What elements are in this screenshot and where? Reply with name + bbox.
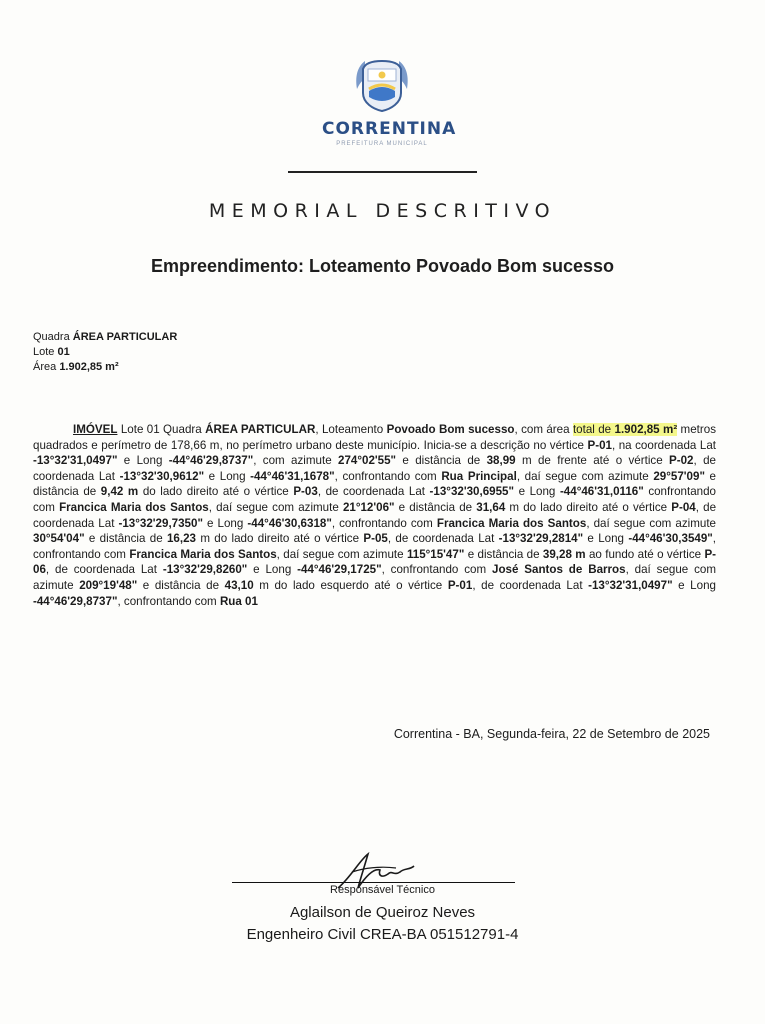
body-text-run: confrontando com [33,485,716,514]
logo-wordmark: CORRENTINA [322,119,457,139]
azimuth: 29°57'09" [653,469,705,483]
distance: 16,23 [166,532,196,546]
body-text-run: e Long [117,454,169,468]
body-text-run: , de coordenada Lat [472,578,589,592]
distance: 38,99 [486,454,516,468]
coordinate: -44°46'29,8737" [168,454,254,468]
distance: 43,10 [224,578,254,592]
signatory-name: Aglailson de Queiroz Neves [289,904,476,921]
coat-of-arms-icon [351,55,413,113]
coordinate: -44°46'29,1725" [297,563,382,577]
distance: 31,64 [476,500,506,514]
quadra-line [33,330,177,345]
quadra-label: Quadra [33,331,70,343]
confrontante: Rua Principal [441,469,517,483]
coordinate: -44°46'31,0116" [559,485,644,499]
body-text-run: , com área [514,423,573,436]
body-text-run: m do lado esquerdo até o vértice [253,578,448,592]
distance: 9,42 m [100,485,139,499]
body-text-run: , de coordenada Lat [33,500,717,530]
body-text-run: , daí segue com azimute [208,500,343,514]
coordinate: -44°46'30,6318" [247,516,332,530]
body-text-run: , daí segue com azimute [33,563,716,592]
highlighted-area-value: 1.902,85 m² [614,423,678,436]
vertex-label: P-06 [33,547,717,577]
body-text-run: m do lado direito até o vértice [196,532,364,546]
body-text-run: e distância de [137,578,225,592]
body-text-run: , de coordenada Lat [387,532,499,546]
body-text-run: e Long [202,516,248,530]
body-text-run: m do lado direito até o vértice [505,500,672,514]
distance: 39,28 m [542,547,586,561]
coordinate: -13°32'29,8260" [162,563,248,577]
body-text-run: , daí segue com azimute [586,516,717,530]
body-text-run: , de coordenada Lat [317,485,430,499]
body-text-run: do lado direito até o vértice [138,485,294,499]
vertex-label: P-05 [363,532,388,546]
document-subtitle: Empreendimento: Loteamento Povoado Bom sucesso [150,256,615,276]
body-text-run: , confrontando com [33,532,717,561]
body-text-run: ao fundo até o vértice [585,547,705,561]
confrontante: Francica Maria dos Santos [129,547,277,561]
coordinate: -13°32'31,0497" [33,454,118,468]
body-text-run: e Long [247,563,298,577]
body-text-run: , confrontando com [334,469,442,483]
azimuth: 274°02'55" [338,454,397,468]
quadra-value: ÁREA PARTICULAR [72,331,178,343]
body-text-run: , de coordenada Lat [45,563,163,577]
confrontante: Francica Maria dos Santos [436,516,587,530]
azimuth: 209°19'48" [79,578,138,592]
body-text-run: , confrontando com [331,516,437,530]
vertex-label: P-02 [669,454,694,468]
lote-label: Lote [33,346,55,358]
imovel-heading: IMÓVEL [73,423,118,436]
area-label: Área [33,361,57,373]
coordinate: -13°32'31,0497" [588,578,673,592]
body-text-run: , com azimute [253,454,339,468]
body-text-run: , confrontando com [117,594,220,608]
body-text-run: , na coordenada Lat [611,438,716,452]
coordinate: -13°32'30,6955" [429,485,514,499]
lote-line [33,345,177,360]
body-text-run: , daí segue com azimute [276,547,407,561]
coordinate: -44°46'30,3549" [628,532,713,546]
signature-role: Responsável Técnico [330,884,435,896]
body-text-run: e distância de [464,547,543,561]
body-text-run: e Long [672,578,716,592]
body-text-run: , de coordenada Lat [33,454,716,483]
coordinate: -13°32'29,7350" [118,516,203,530]
coordinate: -44°46'29,8737" [33,594,118,608]
body-text-run: e distância de [396,454,487,468]
signatory-credential: Engenheiro Civil CREA-BA 051512791-4 [246,926,519,943]
signature-line [232,882,515,883]
logo-tagline: PREFEITURA MUNICIPAL [336,141,428,147]
body-text-run: metros quadrados e perímetro de 178,66 m, no perímetro urbano deste município. Inicia-se a descrição no vértice [33,423,716,452]
body-text-run: e Long [583,532,629,546]
body-text-run: e distância de [84,532,167,546]
confrontante: Francica Maria dos Santos [59,500,209,514]
body-bold-run: Povoado Bom sucesso [386,423,515,436]
azimuth: 115°15'47" [406,547,465,561]
date-line: Correntina - BA, Segunda-feira, 22 de Setembro de 2025 [393,727,710,741]
vertex-label: P-03 [293,485,318,499]
body-text-run: e Long [204,469,251,483]
azimuth: 21°12'06" [342,500,395,514]
vertex-label: P-01 [587,438,612,452]
confrontante: José Santos de Barros [492,563,626,577]
body-text-run: Lote 01 Quadra [117,423,206,436]
body-text-run: , confrontando com [381,563,492,577]
municipality-logo [322,55,457,147]
property-description [33,422,716,609]
highlighted-text: total de [572,423,615,436]
body-bold-run: ÁREA PARTICULAR [205,423,316,436]
coordinate: -44°46'31,1678" [250,469,335,483]
body-text-run: e distância de [394,500,477,514]
vertex-label: P-01 [447,578,473,592]
body-text-run: , Loteamento [315,423,387,436]
lote-value: 01 [57,346,70,358]
confrontante: Rua 01 [219,594,258,608]
property-summary [33,330,177,375]
coordinate: -13°32'30,9612" [119,469,205,483]
header-divider [288,171,477,173]
azimuth: 30°54'04" [33,532,85,546]
body-text-run: m de frente até o vértice [515,454,670,468]
area-line [33,360,177,375]
coordinate: -13°32'29,2814" [498,532,584,546]
area-value: 1.902,85 m² [59,361,119,373]
document-title: MEMORIAL DESCRITIVO [208,200,557,222]
body-text-run: e Long [514,485,560,499]
body-text-run: , daí segue com azimute [516,469,654,483]
vertex-label: P-04 [671,500,696,514]
body-text-run: e distância de [33,469,717,499]
